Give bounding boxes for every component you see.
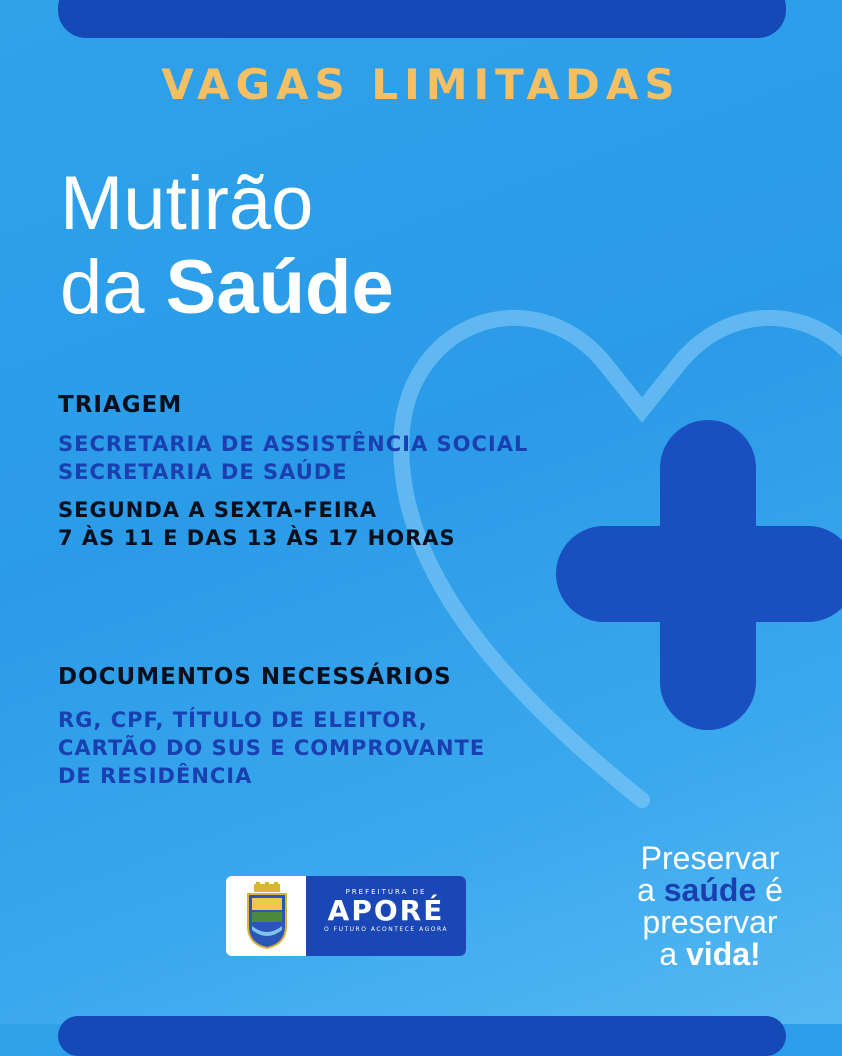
logo-tagline: O FUTURO ACONTECE AGORA	[324, 926, 448, 933]
slogan	[610, 842, 810, 970]
slogan-line2: a saúde é	[637, 872, 783, 908]
slogan-line4: a vida!	[659, 936, 761, 972]
triagem-line1: SECRETARIA DE ASSISTÊNCIA SOCIAL	[58, 432, 529, 456]
logo-apore-text: APORÉ	[327, 894, 445, 927]
triagem-line2: SECRETARIA DE SAÚDE	[58, 460, 348, 484]
slogan-line1: Preservar	[640, 840, 780, 876]
medical-cross-icon	[556, 420, 842, 730]
coat-of-arms-icon	[244, 882, 290, 950]
documentos-line2: CARTÃO DO SUS E COMPROVANTE	[58, 736, 486, 760]
prefeitura-logo	[226, 876, 466, 956]
triagem-days: SEGUNDA A SEXTA-FEIRA	[58, 498, 378, 522]
title-mutirao: Mutirão	[60, 161, 314, 246]
slogan-line3: preservar	[642, 904, 778, 940]
documentos-heading: DOCUMENTOS NECESSÁRIOS	[58, 664, 452, 690]
documentos-line1: RG, CPF, TÍTULO DE ELEITOR,	[58, 708, 428, 732]
logo-prefeitura-text: PREFEITURA DE	[345, 888, 427, 896]
title-da-saude: da Saúde	[60, 245, 394, 330]
triagem-heading: TRIAGEM	[58, 392, 183, 418]
headline-vagas-limitadas: VAGAS LIMITADAS	[161, 60, 681, 109]
prefeitura-name-panel	[306, 876, 466, 956]
triagem-hours: 7 ÀS 11 E DAS 13 ÀS 17 HORAS	[58, 526, 456, 550]
bottom-banner-bar	[58, 1016, 786, 1056]
documentos-line3: DE RESIDÊNCIA	[58, 764, 253, 788]
top-banner-bar	[58, 0, 786, 38]
